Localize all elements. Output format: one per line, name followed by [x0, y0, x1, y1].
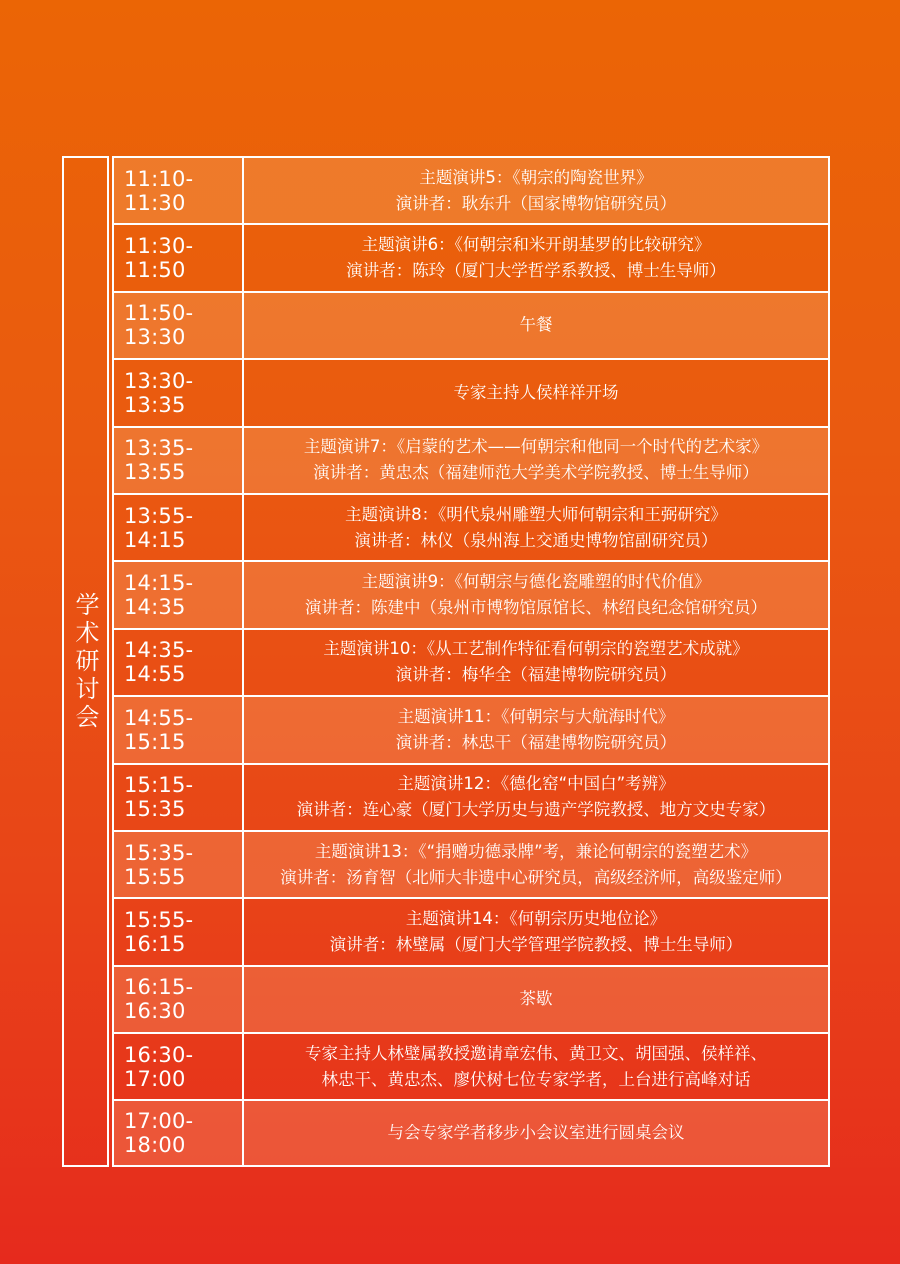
content-cell	[244, 360, 828, 425]
schedule-row	[112, 1032, 830, 1099]
content-line-2: 演讲者：林忠干（福建博物院研究员）	[395, 732, 677, 752]
schedule-row	[112, 763, 830, 830]
section-label-cell	[62, 156, 109, 1167]
content-line-2: 演讲者：汤育智（北师大非遗中心研究员，高级经济师，高级鉴定师）	[280, 867, 792, 887]
schedule-row	[112, 291, 830, 358]
content-line-2: 演讲者：黄忠杰（福建师范大学美术学院教授、博士生导师）	[313, 463, 759, 483]
schedule-row	[112, 628, 830, 695]
time-cell: 13:55-14:15	[114, 495, 244, 560]
time-cell: 13:35-13:55	[114, 428, 244, 493]
schedule-row	[112, 897, 830, 964]
content-cell	[244, 225, 828, 290]
schedule-row	[112, 156, 830, 223]
time-cell: 14:55-15:15	[114, 697, 244, 762]
schedule-table	[62, 156, 830, 1167]
content-cell	[244, 697, 828, 762]
schedule-row	[112, 223, 830, 290]
time-cell: 16:15-16:30	[114, 967, 244, 1032]
content-line-1: 主题演讲9：《何朝宗与德化瓷雕塑的时代价值》	[361, 572, 711, 592]
content-line-1: 茶歇	[519, 989, 553, 1009]
content-line-2: 演讲者：陈玲（厦门大学哲学系教授、博士生导师）	[346, 261, 726, 281]
time-cell: 15:35-15:55	[114, 832, 244, 897]
time-cell: 11:30-11:50	[114, 225, 244, 290]
schedule-row	[112, 358, 830, 425]
schedule-row	[112, 560, 830, 627]
schedule-row	[112, 426, 830, 493]
content-line-1: 与会专家学者移步小会议室进行圆桌会议	[387, 1123, 685, 1143]
schedule-row	[112, 695, 830, 762]
content-line-1: 主题演讲11：《何朝宗与大航海时代》	[397, 706, 675, 726]
schedule-row	[112, 493, 830, 560]
content-cell	[244, 158, 828, 223]
content-line-1: 主题演讲12：《德化窑“中国白”考辨》	[397, 774, 675, 794]
content-line-1: 午餐	[519, 315, 553, 335]
content-line-2: 演讲者：耿东升（国家博物馆研究员）	[395, 193, 677, 213]
time-cell: 11:50-13:30	[114, 293, 244, 358]
time-cell: 15:15-15:35	[114, 765, 244, 830]
schedule-row	[112, 965, 830, 1032]
time-cell: 11:10-11:30	[114, 158, 244, 223]
content-cell	[244, 1101, 828, 1164]
content-line-2: 演讲者：林璧属（厦门大学管理学院教授、博士生导师）	[329, 934, 743, 954]
schedule-row	[112, 1099, 830, 1166]
content-cell	[244, 967, 828, 1032]
content-line-1: 主题演讲10：《从工艺制作特征看何朝宗的瓷塑艺术成就》	[323, 639, 749, 659]
content-cell	[244, 832, 828, 897]
time-cell: 14:15-14:35	[114, 562, 244, 627]
content-cell	[244, 495, 828, 560]
time-cell: 15:55-16:15	[114, 899, 244, 964]
time-cell: 13:30-13:35	[114, 360, 244, 425]
content-cell	[244, 562, 828, 627]
content-line-1: 主题演讲5：《朝宗的陶瓷世界》	[419, 167, 653, 187]
content-cell	[244, 293, 828, 358]
content-line-2: 演讲者：连心豪（厦门大学历史与遗产学院教授、地方文史专家）	[296, 800, 776, 820]
content-line-1: 专家主持人林璧属教授邀请章宏伟、黄卫文、胡国强、侯样祥、	[305, 1043, 767, 1063]
content-cell	[244, 630, 828, 695]
schedule-rows	[112, 156, 830, 1167]
time-cell: 16:30-17:00	[114, 1034, 244, 1099]
content-line-1: 专家主持人侯样祥开场	[453, 382, 619, 402]
content-cell	[244, 1034, 828, 1099]
content-line-1: 主题演讲13：《“捐赠功德录牌”考，兼论何朝宗的瓷塑艺术》	[314, 841, 758, 861]
schedule-row	[112, 830, 830, 897]
time-cell: 14:35-14:55	[114, 630, 244, 695]
content-line-1: 主题演讲8：《明代泉州雕塑大师何朝宗和王弼研究》	[345, 504, 727, 524]
content-line-1: 主题演讲6：《何朝宗和米开朗基罗的比较研究》	[361, 235, 711, 255]
content-line-1: 主题演讲14：《何朝宗历史地位论》	[405, 908, 667, 928]
content-cell	[244, 899, 828, 964]
content-line-2: 演讲者：梅华全（福建博物院研究员）	[395, 665, 677, 685]
content-line-2: 演讲者：陈建中（泉州市博物馆原馆长、林绍良纪念馆研究员）	[305, 598, 767, 618]
time-cell: 17:00-18:00	[114, 1101, 244, 1164]
content-cell	[244, 428, 828, 493]
content-cell	[244, 765, 828, 830]
content-line-2: 林忠干、黄忠杰、廖伏树七位专家学者，上台进行高峰对话	[321, 1069, 751, 1089]
content-line-2: 演讲者：林仪（泉州海上交通史博物馆副研究员）	[354, 530, 718, 550]
content-line-1: 主题演讲7：《启蒙的艺术——何朝宗和他同一个时代的艺术家》	[303, 437, 769, 457]
section-label: 学术研讨会	[71, 591, 99, 732]
